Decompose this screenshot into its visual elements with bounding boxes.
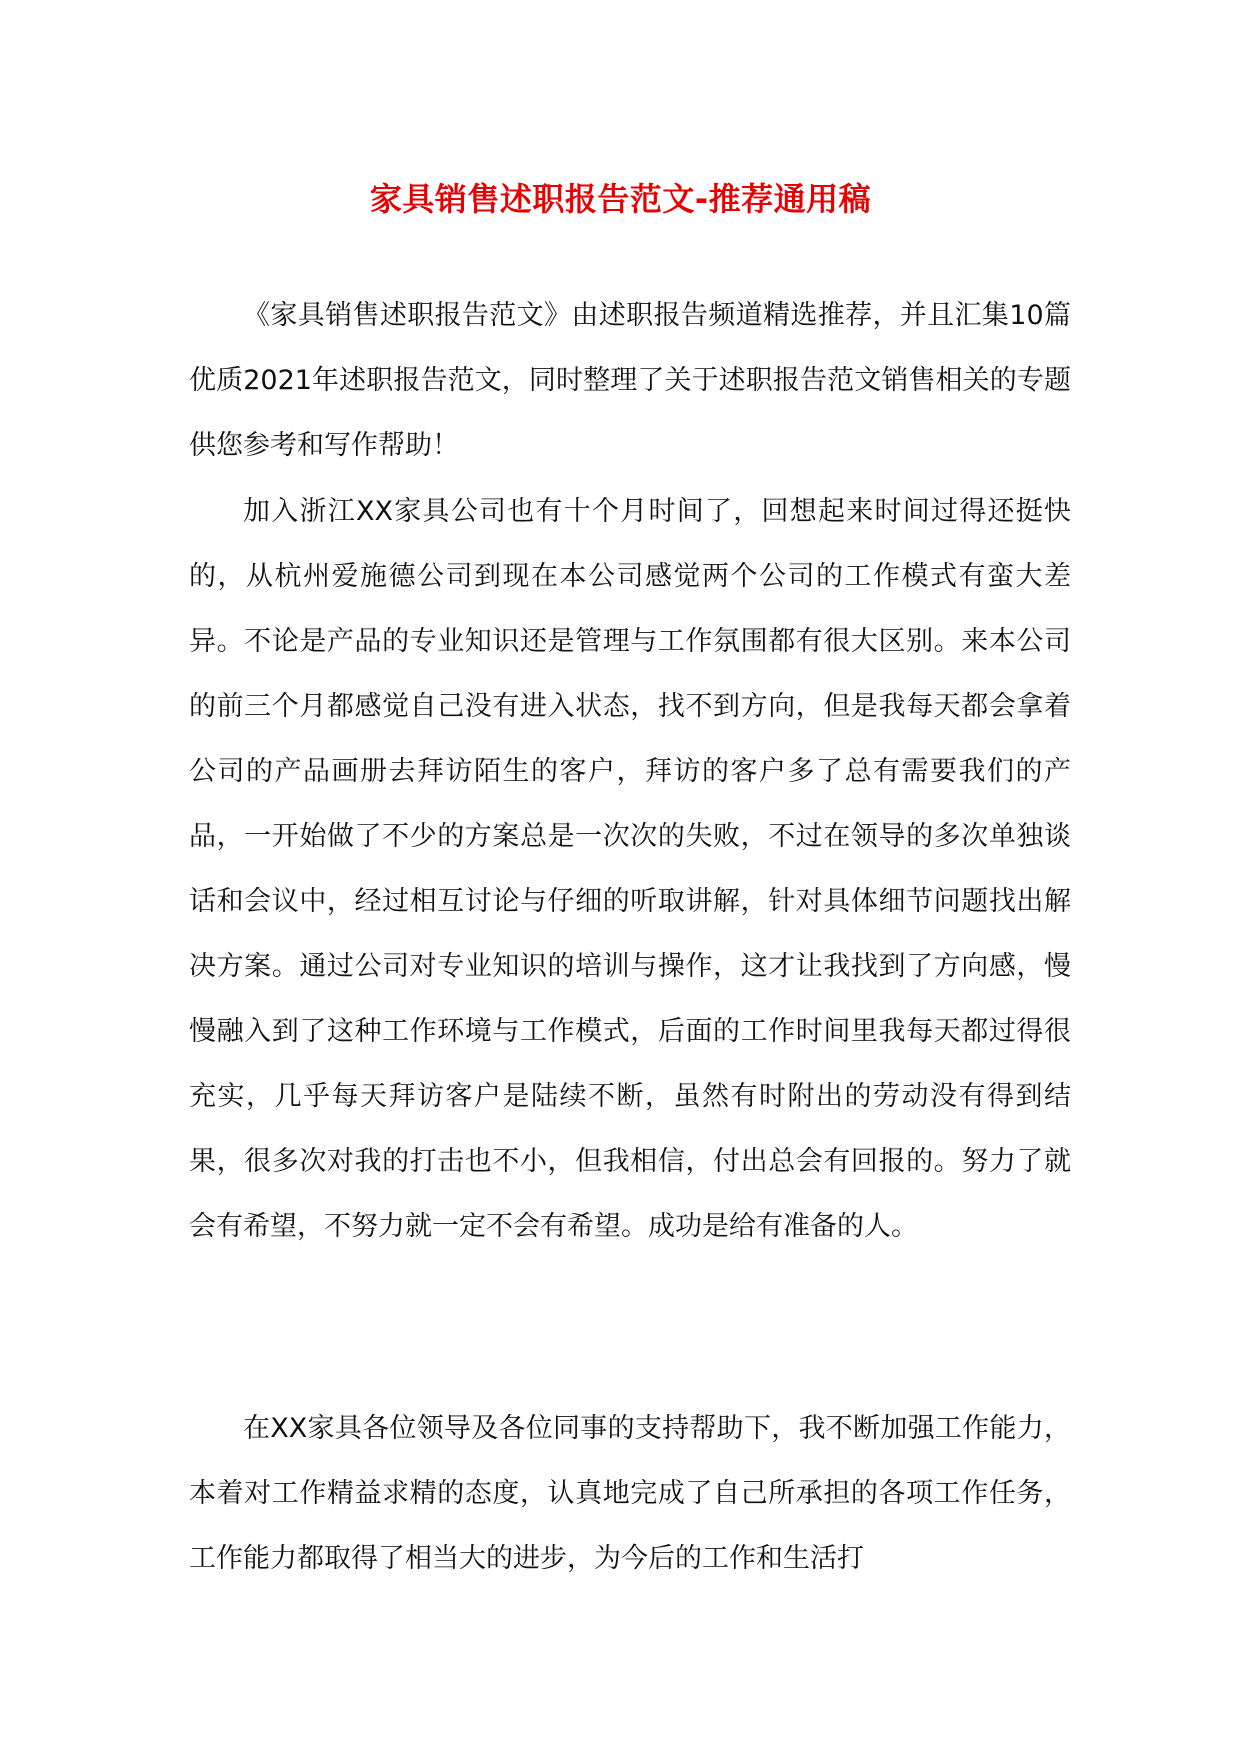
body-paragraph-experience: 加入浙江XX家具公司也有十个月时间了，回想起来时间过得还挺快的，从杭州爱施德公司到现在本公司感觉两个公司的工作模式有蛮大差异。不论是产品的专业知识还是管理与工作氛围都有很大区别。来本公司的前三个月都感觉自己没有进入状态，找不到方向，但是我每天都会拿着公司的产品画册去拜访陌生的客户，拜访的客户多了总有需要我们的产品，一开始做了不少的方案总是一次次的失败，不过在领导的多次单独谈话和会议中，经过相互讨论与仔细的听取讲解，针对具体细节问题找出解决方案。通过公司对专业知识的培训与操作，这才让我找到了方向感，慢慢融入到了这种工作环境与工作模式，后面的工作时间里我每天都过得很充实，几乎每天拜访客户是陆续不断，虽然有时附出的劳动没有得到结果，很多次对我的打击也不小，但我相信，付出总会有回报的。努力了就会有希望，不努力就一定不会有希望。成功是给有准备的人。 (189, 496, 1071, 1242)
body-paragraph-support: 在XX家具各位领导及各位同事的支持帮助下，我不断加强工作能力，本着对工作精益求精的态度，认真地完成了自己所承担的各项工作任务，工作能力都取得了相当大的进步，为今后的工作和生活打 (189, 1413, 1071, 1574)
document-title: 家具销售述职报告范文-推荐通用稿 (369, 180, 872, 219)
body-paragraph-intro: 《家具销售述职报告范文》由述职报告频道精选推荐，并且汇集10篇优质2021年述职报告范文，同时整理了关于述职报告范文销售相关的专题供您参考和写作帮助！ (189, 300, 1071, 461)
